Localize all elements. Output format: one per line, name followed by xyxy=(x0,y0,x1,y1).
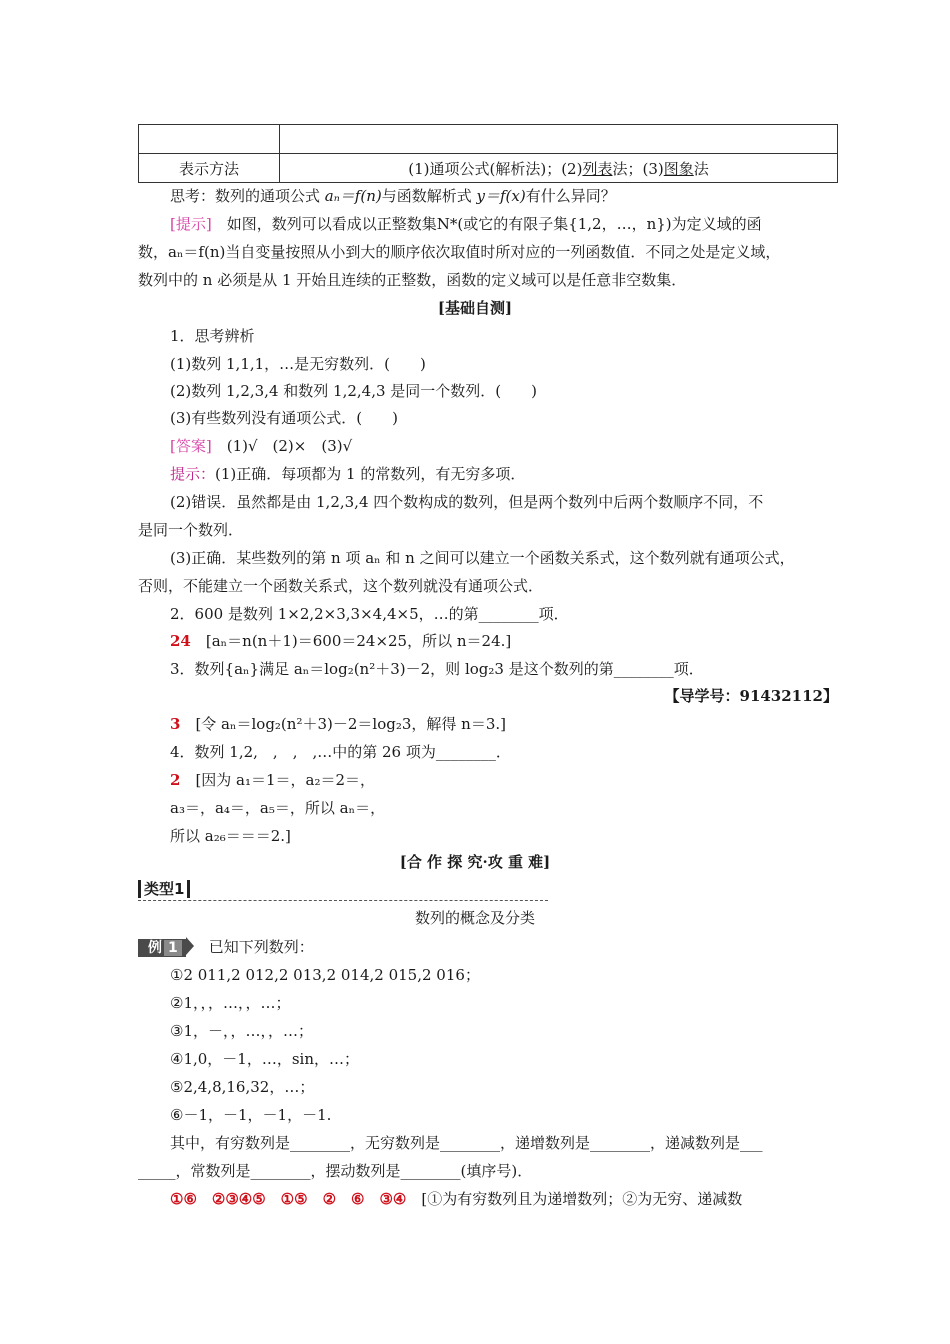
example-number: 1 xyxy=(164,940,182,956)
section-title: [基础自测] xyxy=(437,299,513,317)
example-badge xyxy=(138,939,186,957)
type-label: 类型1 xyxy=(138,880,190,898)
hint-tag: [提示] xyxy=(170,215,212,233)
method-graph: 图象 xyxy=(663,159,694,178)
example-item: ⑤2,4,8,16,32，…； xyxy=(170,1078,315,1096)
answer-line xyxy=(170,436,352,456)
methods-text: (1)通项公式(解析法)；(2) xyxy=(408,159,583,178)
example-explanation: [①为有穷数列且为递增数列；②为无穷、递减数 xyxy=(406,1190,743,1208)
answer-tag: [答案] xyxy=(170,437,212,455)
solution-text: [令 aₙ＝log₂(n²＋3)－2＝log₂3，解得 n＝3.] xyxy=(180,715,506,733)
question-item: (2)数列 1,2,3,4 和数列 1,2,4,3 是同一个数列．( ) xyxy=(170,382,537,400)
example-answers: ①⑥ ②③④⑤ ①⑤ ② ⑥ ③④ xyxy=(170,1190,407,1208)
question-2: 2．600 是数列 1×2,2×3,3×4,4×5，…的第________项． xyxy=(170,605,569,623)
question-title: 1．思考辨析 xyxy=(170,327,255,345)
answer-value: 3 xyxy=(170,715,181,733)
badge-arrow-icon xyxy=(186,937,194,955)
answer-line xyxy=(170,714,506,734)
solution-line: a₃＝，a₄＝，a₅＝，所以 aₙ＝， xyxy=(170,799,386,817)
example-line xyxy=(138,937,314,957)
answer-line xyxy=(170,770,375,790)
solution-text: [aₙ＝n(n＋1)＝600＝24×25，所以 n＝24.] xyxy=(190,632,512,650)
example-item: ⑥－1，－1，－1，－1. xyxy=(170,1106,332,1124)
methods-text: 法 xyxy=(693,159,709,178)
method-list: 列表 xyxy=(582,159,613,178)
solution-line: 所以 a₂₆＝＝＝2.] xyxy=(170,827,291,845)
question-item: (3)有些数列没有通项公式．( ) xyxy=(170,409,398,427)
hint-line xyxy=(170,464,525,484)
think-question xyxy=(170,186,616,206)
type-title: 数列的概念及分类 xyxy=(414,909,535,927)
example-question: _____，常数列是________，摆动数列是________(填序号)． xyxy=(138,1162,533,1180)
think-text: 与函数解析式 xyxy=(381,187,477,205)
answer-value: 24 xyxy=(170,632,191,650)
question-item: (1)数列 1,1,1，…是无穷数列．( ) xyxy=(170,355,426,373)
guide-text: 【导学号：91432112】 xyxy=(664,687,838,705)
representation-table xyxy=(138,124,838,183)
hint-tag: 提示： xyxy=(170,465,216,483)
section-header-self-test xyxy=(0,298,950,318)
guide-number xyxy=(665,686,839,706)
type-label-bar xyxy=(138,878,548,901)
hint-line: 数，aₙ＝f(n)当自变量按照从小到大的顺序依次取值时所对应的一列函数值．不同之处是定义域， xyxy=(138,243,781,261)
hint-line: 是同一个数列． xyxy=(138,521,244,539)
methods-text: 法；(3) xyxy=(612,159,664,178)
example-item: ②1，，，…，，…； xyxy=(170,994,291,1012)
hint-text: (1)正确．每项都为 1 的常数列，有无穷多项． xyxy=(215,465,526,483)
formula: aₙ＝f(n) xyxy=(324,187,382,205)
hint-line xyxy=(170,214,762,234)
formula: y＝f(x) xyxy=(476,187,526,205)
hint-text: 如图，数列可以看成以正整数集N*(或它的有限子集{1,2，…，n})为定义域的函 xyxy=(211,215,762,233)
solution-text: [因为 a₁＝1＝，a₂＝2＝， xyxy=(180,771,376,789)
example-item: ③1，－，，…，，…； xyxy=(170,1022,313,1040)
hint-line: 否则，不能建立一个函数关系式，这个数列就没有通项公式． xyxy=(138,577,544,595)
example-answer-line xyxy=(170,1189,742,1209)
example-intro: 已知下列数列： xyxy=(193,938,314,956)
example-badge-label: 例 xyxy=(148,940,162,956)
example-question: 其中，有穷数列是________，无穷数列是________，递增数列是________，递减数列是___ xyxy=(170,1134,763,1152)
think-text: 有什么异同？ xyxy=(525,187,616,205)
hint-line: (2)错误．虽然都是由 1,2,3,4 四个数构成的数列，但是两个数列中后两个数顺序不同，不 xyxy=(170,493,764,511)
section-title: [合 作 探 究·攻 重 难] xyxy=(399,853,551,871)
answer-text: (1)√ (2)× (3)√ xyxy=(211,437,353,455)
hint-line: 数列中的 n 必须是从 1 开始且连续的正整数，函数的定义域可以是任意非空数集． xyxy=(138,271,687,289)
table-cell-empty xyxy=(280,125,838,154)
example-item: ④1,0，－1，…，sin，…； xyxy=(170,1050,360,1068)
table-label-cell: 表示方法 xyxy=(139,154,280,183)
table-cell-empty xyxy=(139,125,280,154)
section-header-coop xyxy=(0,852,950,872)
answer-line xyxy=(170,631,511,651)
example-item: ①2 011,2 012,2 013,2 014,2 015,2 016； xyxy=(170,966,480,984)
question-3: 3．数列{aₙ}满足 aₙ＝log₂(n²＋3)－2，则 log₂3 是这个数列的第________项． xyxy=(170,660,704,678)
hint-line: (3)正确．某些数列的第 n 项 aₙ 和 n 之间可以建立一个函数关系式，这个数列就有通项公式， xyxy=(170,549,795,567)
answer-value: 2 xyxy=(170,771,181,789)
table-methods-cell xyxy=(280,154,838,183)
think-text: 思考：数列的通项公式 xyxy=(170,187,325,205)
question-4: 4．数列 1,2, , , ,…中的第 26 项为________． xyxy=(170,743,511,761)
